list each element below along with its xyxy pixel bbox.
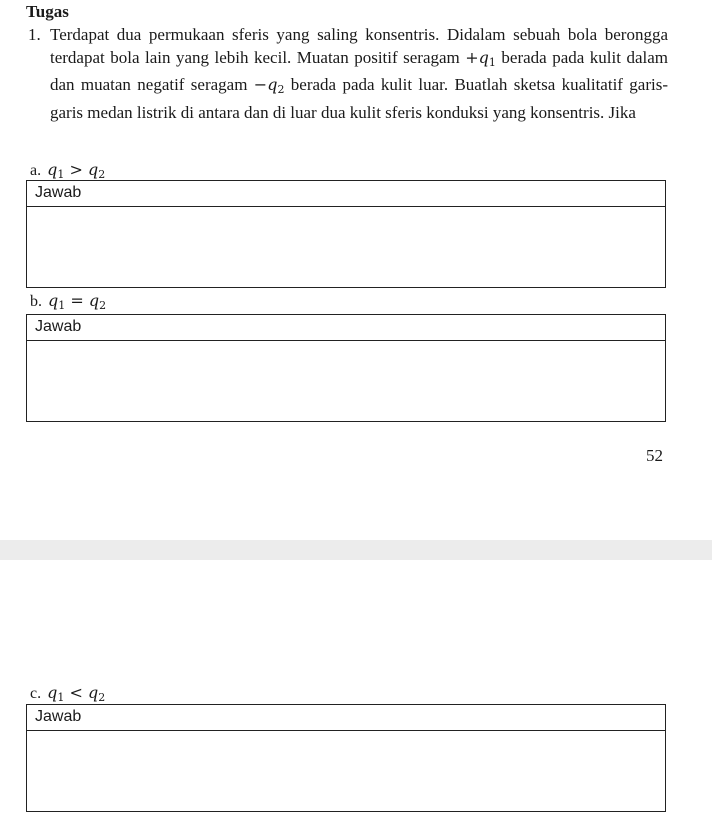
part-c-condition: c. $q_1 < q_2$ xyxy=(30,683,106,704)
charge-positive: $+q_1$ xyxy=(465,47,496,69)
part-c-answer-area[interactable] xyxy=(27,731,665,811)
section-title: Tugas xyxy=(26,2,69,21)
part-b-answer-label: Jawab xyxy=(27,315,665,341)
charge-negative: $-q_2$ xyxy=(253,75,285,96)
part-a-answer-box[interactable] xyxy=(26,180,666,288)
part-a-answer-label: Jawab xyxy=(27,181,665,207)
part-c-answer-box[interactable] xyxy=(26,704,666,812)
part-b-answer-box[interactable] xyxy=(26,314,666,422)
part-c-answer-label: Jawab xyxy=(27,705,665,731)
page-number: 52 xyxy=(646,446,663,465)
question-number: 1. xyxy=(28,25,41,44)
question-text: Terdapat dua permukaan sferis yang saling konsentris. Didalam sebuah bola berongga terdapat bola lain yang lebih kecil. Muatan positif seragam $+q_1$ berada pada kulit dalam dan muatan negatif seragam $-q_2$ berada pada kulit luar. Buatlah sketsa kualitatif garis-garis medan listrik di antara dan di luar dua kulit sferis konduksi yang konsentris. Jika xyxy=(50,25,668,122)
page-separator xyxy=(0,540,712,560)
part-a-answer-area[interactable] xyxy=(27,207,665,287)
part-b-condition: b. $q_1 = q_2$ xyxy=(30,291,107,312)
page-2 xyxy=(0,560,712,833)
part-b-answer-area[interactable] xyxy=(27,341,665,421)
part-a-condition: a. $q_1 > q_2$ xyxy=(30,160,106,181)
